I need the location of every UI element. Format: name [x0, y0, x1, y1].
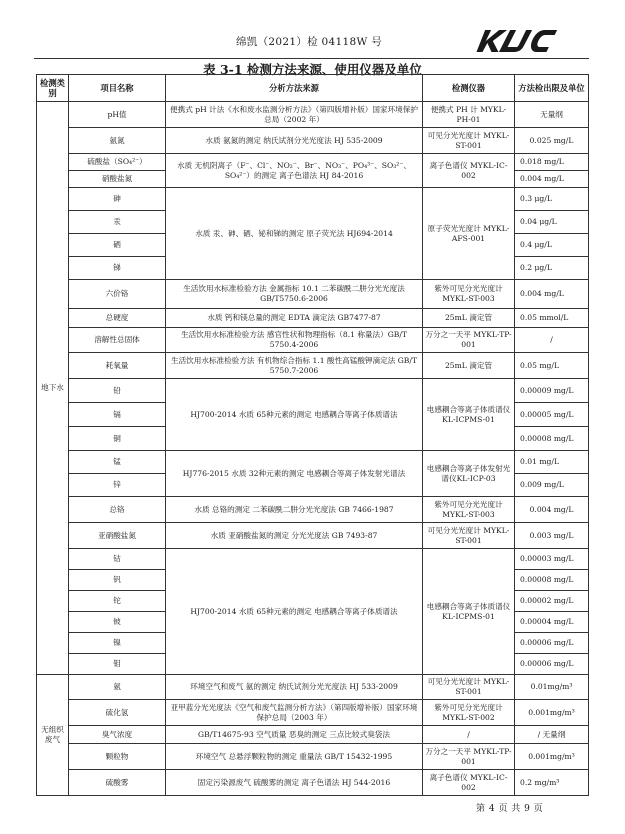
instrument: 电感耦合等离子体质谱仪KL-ICPMS-01: [423, 379, 515, 451]
instrument: 可见分光光度计 MYKL-ST-001: [423, 523, 515, 549]
detection-limit: 0.00008 mg/L: [515, 570, 589, 591]
instrument: 万分之一天平 MYKL-TP-001: [423, 744, 515, 770]
item-name: 汞: [69, 211, 166, 234]
method-source: GB/T14675-93 空气质量 恶臭的测定 三点比较式臭袋法: [166, 726, 423, 744]
detection-limit: 0.00004 mg/L: [515, 612, 589, 633]
page-number: 第 4 页 共 9 页: [476, 804, 544, 814]
item-name: 亚硝酸盐氮: [69, 523, 166, 549]
item-name: 钒: [69, 570, 166, 591]
detection-limit: 0.009 mg/L: [515, 474, 589, 497]
instrument: 便携式 PH 计 MYKL-PH-01: [423, 102, 515, 128]
instrument: 可见分光光度计 MYKL-ST-001: [423, 128, 515, 154]
page-header: [0, 26, 625, 56]
method-source: 亚甲蓝分光光度法《空气和废气监测分析方法》（第四版增补版）国家环境保护总局（2003 年）: [166, 700, 423, 726]
table-row: [37, 102, 589, 128]
detection-limit: 0.004 mg/L: [515, 171, 589, 188]
instrument: 紫外可见分光光度计 MYKL-ST-003: [423, 280, 515, 309]
item-name: 氨氮: [69, 128, 166, 154]
method-source: HJ700-2014 水质 65种元素的测定 电感耦合等离子体质谱法: [166, 379, 423, 451]
table-row: [37, 523, 589, 549]
item-name: 硫化氢: [69, 700, 166, 726]
detection-limit: 0.00003 mg/L: [515, 549, 589, 570]
method-source: 水质 汞、砷、硒、铋和锑的测定 原子荧光法 HJ694-2014: [166, 188, 423, 280]
category-cell: 地下水: [37, 102, 69, 675]
detection-limit: 0.3 μg/L: [515, 188, 589, 211]
detection-limit: 0.05 mmol/L: [515, 309, 589, 328]
col-header-method: 分析方法来源: [166, 75, 423, 102]
item-name: 铊: [69, 591, 166, 612]
company-logo: [472, 26, 558, 56]
method-source: 生活饮用水标准检验方法 金属指标 10.1 二苯碳酰二肼分光光度法 GB/T5750.6-2006: [166, 280, 423, 309]
method-source: 环境空气和废气 氨的测定 纳氏试剂分光光度法 HJ 533-2009: [166, 675, 423, 700]
item-name: 锰: [69, 451, 166, 474]
item-name: 铅: [69, 379, 166, 403]
col-header-limit: 方法检出限及单位: [515, 75, 589, 102]
item-name: 镉: [69, 403, 166, 427]
item-name: 硫酸盐（SO₄²⁻）: [69, 154, 166, 171]
methods-table: [36, 74, 589, 796]
method-source: 环境空气 总悬浮颗粒物的测定 重量法 GB/T 15432-1995: [166, 744, 423, 770]
detection-limit: 0.004 mg/L: [515, 280, 589, 309]
instrument: 25mL 滴定管: [423, 353, 515, 379]
detection-limit: 0.05 mg/L: [515, 353, 589, 379]
method-source: 水质 亚硝酸盐氮的测定 分光光度法 GB 7493-87: [166, 523, 423, 549]
item-name: 硫酸雾: [69, 770, 166, 796]
table-row: [37, 549, 589, 570]
instrument: 紫外可见分光光度计 MYKL-ST-002: [423, 700, 515, 726]
table-row: [37, 188, 589, 211]
instrument: 原子荧光光度计 MYKL-AFS-001: [423, 188, 515, 280]
item-name: 溶解性总固体: [69, 328, 166, 353]
table-title: 表 3-1 检测方法来源、使用仪器及单位: [203, 62, 422, 77]
detection-limit: 0.025 mg/L: [515, 128, 589, 154]
detection-limit: 0.00009 mg/L: [515, 379, 589, 403]
table-row: [37, 379, 589, 403]
method-source: 水质 总铬的测定 二苯碳酰二肼分光光度法 GB 7466-1987: [166, 497, 423, 523]
detection-limit: 0.01 mg/L: [515, 451, 589, 474]
item-name: 硒: [69, 234, 166, 257]
table-row: [37, 497, 589, 523]
table-row: [37, 280, 589, 309]
item-name: 锌: [69, 474, 166, 497]
instrument: 万分之一天平 MYKL-TP-001: [423, 328, 515, 353]
item-name: 钼: [69, 654, 166, 675]
detection-limit: 0.01mg/m³: [515, 675, 589, 700]
method-source: HJ776-2015 水质 32种元素的测定 电感耦合等离子体发射光谱法: [166, 451, 423, 497]
item-name: 钴: [69, 549, 166, 570]
instrument: 紫外可见分光光度计 MYKL-ST-003: [423, 497, 515, 523]
detection-limit: 0.003 mg/L: [515, 523, 589, 549]
item-name: 硝酸盐氮: [69, 171, 166, 188]
method-source: 生活饮用水标准检验方法 感官性状和物理指标（8.1 称量法）GB/T 5750.4-2006: [166, 328, 423, 353]
method-source: 水质 无机阴离子（F⁻、Cl⁻、NO₂⁻、Br⁻、NO₃⁻、PO₄³⁻、SO₃²⁻、SO₄²⁻）的测定 离子色谱法 HJ 84-2016: [166, 154, 423, 188]
table-row: [37, 726, 589, 744]
detection-limit: 0.2 μg/L: [515, 257, 589, 280]
item-name: 总铬: [69, 497, 166, 523]
col-header-instrument: 检测仪器: [423, 75, 515, 102]
item-name: 氨: [69, 675, 166, 700]
item-name: 六价铬: [69, 280, 166, 309]
detection-limit: /: [515, 328, 589, 353]
detection-limit: 0.004 mg/L: [515, 497, 589, 523]
instrument: 离子色谱仪 MYKL-IC-002: [423, 770, 515, 796]
table-row: [37, 328, 589, 353]
detection-limit: 0.00002 mg/L: [515, 591, 589, 612]
instrument: 电感耦合等离子体质谱仪KL-ICPMS-01: [423, 549, 515, 675]
item-name: 镍: [69, 633, 166, 654]
item-name: pH值: [69, 102, 166, 128]
col-header-category: 检测类别: [37, 75, 69, 102]
table-row: [37, 128, 589, 154]
detection-limit: 无量纲: [515, 102, 589, 128]
table-row: [37, 154, 589, 171]
table-header-row: [37, 75, 589, 102]
method-source: 水质 氨氮的测定 纳氏试剂分光光度法 HJ 535-2009: [166, 128, 423, 154]
detection-limit: / 无量纲: [515, 726, 589, 744]
instrument: /: [423, 726, 515, 744]
item-name: 铍: [69, 612, 166, 633]
detection-limit: 0.00008 mg/L: [515, 427, 589, 451]
detection-limit: 0.04 μg/L: [515, 211, 589, 234]
detection-limit: 0.001mg/m³: [515, 744, 589, 770]
item-name: 臭气浓度: [69, 726, 166, 744]
detection-limit: 0.001mg/m³: [515, 700, 589, 726]
item-name: 总硬度: [69, 309, 166, 328]
instrument: 离子色谱仪 MYKL-IC-002: [423, 154, 515, 188]
table-row: [37, 353, 589, 379]
table-row: [37, 309, 589, 328]
method-source: HJ700-2014 水质 65种元素的测定 电感耦合等离子体质谱法: [166, 549, 423, 675]
item-name: 锑: [69, 257, 166, 280]
table-row: [37, 744, 589, 770]
table-row: [37, 451, 589, 474]
method-source: 便携式 pH 计法《水和废水监测分析方法》（第四版增补版）国家环境保护总局（2002 年）: [166, 102, 423, 128]
item-name: 铜: [69, 427, 166, 451]
item-name: 颗粒物: [69, 744, 166, 770]
method-source: 水质 钙和镁总量的测定 EDTA 滴定法 GB7477-87: [166, 309, 423, 328]
item-name: 耗氧量: [69, 353, 166, 379]
report-number: 绵凯（2021）检 04118W 号: [236, 36, 382, 48]
item-name: 砷: [69, 188, 166, 211]
category-cell: 无组织废气: [37, 675, 69, 796]
method-source: 固定污染源废气 硫酸雾的测定 离子色谱法 HJ 544-2016: [166, 770, 423, 796]
detection-limit: 0.00005 mg/L: [515, 403, 589, 427]
detection-limit: 0.00006 mg/L: [515, 633, 589, 654]
col-header-item: 项目名称: [69, 75, 166, 102]
detection-limit: 0.018 mg/L: [515, 154, 589, 171]
detection-limit: 0.4 μg/L: [515, 234, 589, 257]
instrument: 25mL 滴定管: [423, 309, 515, 328]
instrument: 可见分光光度计 MYKL-ST-001: [423, 675, 515, 700]
table-row: [37, 700, 589, 726]
table-row: [37, 770, 589, 796]
header-rule: [34, 58, 589, 59]
detection-limit: 0.00006 mg/L: [515, 654, 589, 675]
method-source: 生活饮用水标准检验方法 有机物综合指标 1.1 酸性高锰酸钾滴定法 GB/T 5750.7-2006: [166, 353, 423, 379]
table-row: [37, 675, 589, 700]
detection-limit: 0.2 mg/m³: [515, 770, 589, 796]
instrument: 电感耦合等离子体发射光谱仪KL-ICP-03: [423, 451, 515, 497]
